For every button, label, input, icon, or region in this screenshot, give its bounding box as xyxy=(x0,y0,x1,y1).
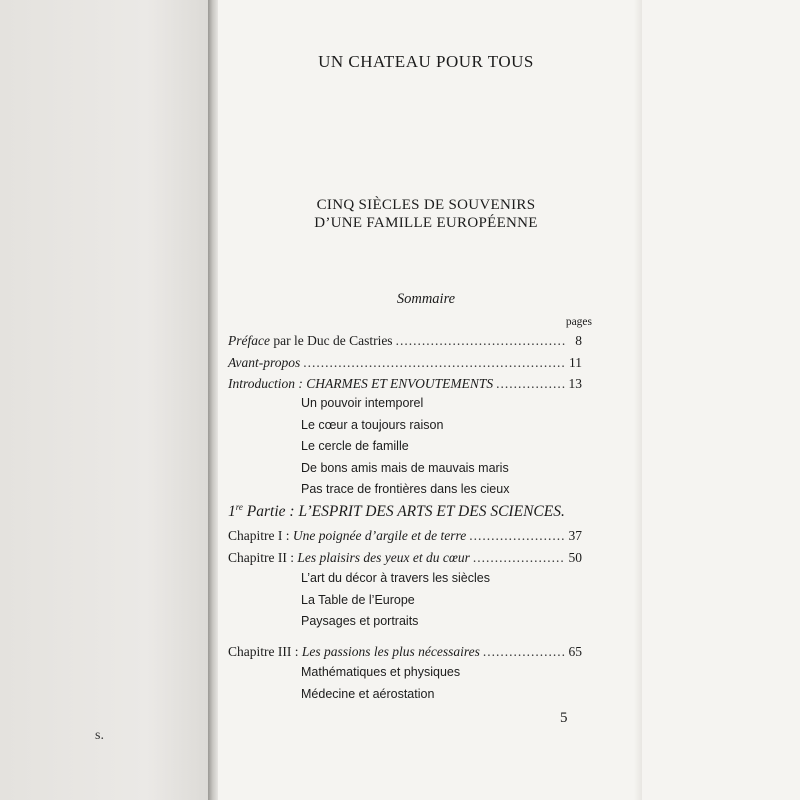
page-edge xyxy=(634,0,642,800)
dot-leader xyxy=(469,528,565,544)
toc-subitem: Un pouvoir intemporel xyxy=(301,396,424,410)
dot-leader xyxy=(303,355,565,371)
subtitle-line-2: D’UNE FAMILLE EUROPÉENNE xyxy=(314,215,538,231)
toc-subitem: De bons amis mais de mauvais maris xyxy=(301,461,509,475)
chapter-title: Les passions les plus nécessaires xyxy=(301,644,480,659)
running-header: UN CHATEAU POUR TOUS xyxy=(318,52,534,71)
chapter-label: Chapitre I xyxy=(228,528,283,543)
toc-subitem: La Table de l’Europe xyxy=(301,593,415,607)
toc-subitem: L’art du décor à travers les siècles xyxy=(301,571,490,585)
part-number: 1 xyxy=(228,503,236,521)
toc-page-number: 50 xyxy=(568,550,582,565)
toc-entry-introduction xyxy=(228,376,582,394)
toc-subitem: Médecine et aérostation xyxy=(301,687,435,701)
toc-entry-chapter-2 xyxy=(228,550,582,568)
toc-page-number: 8 xyxy=(575,333,582,348)
chapter-label: Chapitre II xyxy=(228,550,287,565)
chapter-label: Chapitre III xyxy=(228,644,292,659)
toc-entry-label: Avant-propos xyxy=(228,355,301,370)
part-title: L’ESPRIT DES ARTS ET DES SCIENCES xyxy=(298,503,561,521)
toc-entry-avant-propos xyxy=(228,355,582,373)
part-end: . xyxy=(560,503,565,521)
toc-entry-label: Introduction : xyxy=(228,376,307,391)
toc-page-number: 11 xyxy=(569,355,582,370)
toc-heading: Sommaire xyxy=(396,291,456,307)
dot-leader xyxy=(396,333,565,349)
chapter-separator: : xyxy=(291,644,302,659)
left-page xyxy=(0,0,210,800)
chapter-title: Les plaisirs des yeux et du cœur xyxy=(297,550,470,565)
toc-subitem: Le cercle de famille xyxy=(301,439,409,453)
chapter-separator: : xyxy=(286,550,298,565)
toc-entry-text: par le Duc de Castries xyxy=(269,333,393,348)
part-heading xyxy=(228,502,565,521)
toc-subitem: Pas trace de frontières dans les cieux xyxy=(301,482,510,496)
part-label: Partie : xyxy=(242,503,299,521)
toc-page-number: 65 xyxy=(568,644,582,659)
chapter-separator: : xyxy=(282,528,293,543)
toc-subitem: Paysages et portraits xyxy=(301,614,419,628)
left-page-fragment: s. xyxy=(95,728,104,743)
toc-entry-preface xyxy=(228,333,582,351)
toc-subitem: Le cœur a toujours raison xyxy=(301,418,444,432)
toc-subitem: Mathématiques et physiques xyxy=(301,665,461,679)
dot-leader xyxy=(496,376,565,392)
toc-entry-chapter-1 xyxy=(228,528,582,546)
book-subtitle xyxy=(218,196,634,232)
dot-leader xyxy=(473,550,565,566)
page-number: 5 xyxy=(560,710,568,726)
toc-page-number: 37 xyxy=(568,528,582,543)
chapter-title: Une poignée d’argile et de terre xyxy=(292,528,467,543)
toc-page-number: 13 xyxy=(568,376,582,391)
toc-entry-chapter-3 xyxy=(228,644,582,662)
toc-entry-label: Préface xyxy=(228,333,270,348)
pages-column-label: pages xyxy=(565,316,592,328)
part-number-suffix: re xyxy=(235,502,243,512)
dot-leader xyxy=(483,644,565,660)
subtitle-line-1: CINQ SIÈCLES DE SOUVENIRS xyxy=(316,197,536,213)
toc-entry-title: CHARMES ET ENVOUTEMENTS xyxy=(306,376,494,391)
